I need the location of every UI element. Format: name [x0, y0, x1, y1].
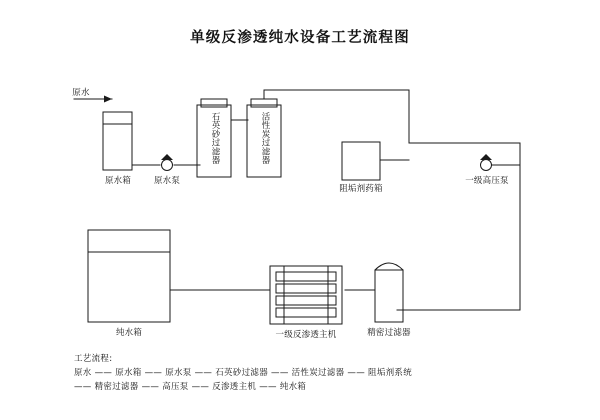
raw-water-tank-shape — [103, 112, 132, 170]
quartz-sand-filter-label: 石英砂过滤器 — [210, 112, 220, 165]
high-pressure-pump-motor — [480, 154, 492, 160]
high-pressure-pump-label: 一级高压泵 — [465, 176, 509, 186]
process-flow-note-body: 原水 —— 原水箱 —— 原水泵 —— 石英砂过滤器 —— 活性炭过滤器 —— 阻垢剂系统 —— 精密过滤器 —— 高压泵 —— 反渗透主机 —— 纯水箱 — [74, 368, 413, 392]
scale-inhibitor-tank-label: 阻垢剂药箱 — [339, 184, 383, 194]
activated-carbon-filter-head — [251, 99, 277, 107]
ro-membrane-4 — [276, 308, 336, 317]
quartz-sand-filter-head — [201, 99, 227, 107]
raw-water-pump-body — [162, 160, 173, 171]
raw-water-tank-label: 原水箱 — [104, 176, 132, 186]
pure-water-tank-label: 纯水箱 — [115, 328, 143, 338]
process-flow-note-title: 工艺流程: — [74, 354, 113, 364]
process-flow-note — [74, 352, 414, 394]
pure-water-tank-shape — [88, 230, 170, 322]
page-title: 单级反渗透纯水设备工艺流程图 — [190, 30, 410, 46]
ro-main-machine-label: 一级反渗透主机 — [275, 330, 337, 340]
raw-water-pump-motor — [161, 154, 173, 160]
raw-water-pump-label: 原水泵 — [153, 176, 181, 186]
high-pressure-pump-body — [481, 160, 492, 171]
ro-membrane-2 — [276, 284, 336, 293]
ro-main-frame — [270, 266, 342, 324]
scale-inhibitor-tank-shape — [342, 142, 380, 180]
precision-filter-dome — [375, 263, 403, 270]
precision-filter-label: 精密过滤器 — [367, 328, 411, 338]
raw-water-inlet-label: 原水 — [72, 88, 90, 98]
ro-membrane-3 — [276, 296, 336, 305]
ro-membrane-1 — [276, 272, 336, 281]
raw-water-inlet-arrow — [104, 96, 112, 103]
activated-carbon-filter-label: 活性炭过滤器 — [260, 112, 270, 165]
precision-filter-shape — [375, 270, 403, 322]
